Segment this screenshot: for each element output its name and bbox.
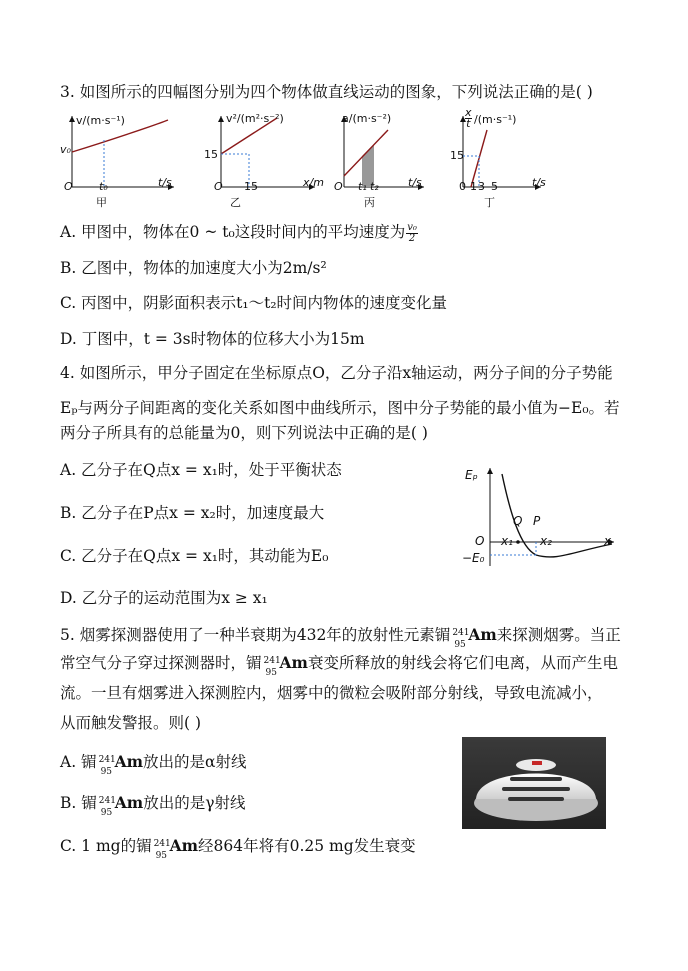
q4-stem-line3: 两分子所具有的总能量为0，则下列说法中正确的是( ) [60,424,428,442]
pe-xlabel: x [604,534,612,548]
q3-stem: 3. 如图所示的四幅图分别为四个物体做直线运动的图象，下列说法正确的是( ) [60,83,593,101]
q3-option-c: C. 丙图中，阴影面积表示t₁～t₂时间内物体的速度变化量 [60,294,448,312]
yi-xtick: 15 [244,180,258,193]
jia-t0: t₀ [99,180,108,193]
bing-t1: t₁ [358,180,367,193]
q4-option-a: A. 乙分子在Q点x = x₁时，处于平衡状态 [60,461,342,479]
q3-a-fraction: $\frac{\text{v₀}}{2}$ [407,221,417,244]
graph-bing [338,112,428,204]
pe-origin: O [475,534,485,548]
q4-stem-line1: 4. 如图所示，甲分子固定在坐标原点O，乙分子沿x轴运动，两分子间的分子势能 [60,364,613,382]
pe-Q: Q [513,514,523,528]
pe-x1: x₁ [501,534,513,548]
ding-x1: 1 [470,180,477,193]
bing-t2: t₂ [370,180,379,193]
q4-option-d: D. 乙分子的运动范围为x ≥ x₁ [60,589,268,607]
nuclide-am241: 241 95 [452,628,470,650]
jia-v0: v₀ [60,143,71,156]
q5-stem-line4: 从而触发警报。则( ) [60,714,202,732]
jia-caption: 甲 [96,196,107,209]
nuclide-am241: 241 95 [98,755,116,777]
yi-origin: O [214,180,223,193]
q3-option-d: D. 丁图中，t = 3s时物体的位移大小为15m [60,330,365,348]
pe-ylabel: Eₚ [465,468,478,482]
q5-option-c: C. 1 mg的镅 241 95 Am经864年将有0.25 mg发生衰变 [60,836,416,861]
ding-caption: 丁 [484,196,495,209]
q5-option-b: B. 镅 241 95 Am放出的是γ射线 [60,793,246,818]
q5-stem-line2: 常空气分子穿过探测器时，镅 241 95 Am衰变所释放的射线会将它们电离，从而产生电 [60,653,618,678]
q4-option-b: B. 乙分子在P点x = x₂时，加速度最大 [60,504,325,522]
nuclide-am241: 241 95 [153,839,171,861]
q4-stem-line2: Eₚ与两分子间距离的变化关系如图中曲线所示，图中分子势能的最小值为−E₀。若 [60,399,620,417]
jia-ylabel: v/(m·s⁻¹) [76,114,125,127]
pe-x2: x₂ [540,534,552,548]
yi-caption: 乙 [230,196,241,209]
smoke-detector-image [462,737,606,829]
q3-option-a: A. 甲图中，物体在0 ~ t₀这段时间内的平均速度为 $\frac{\text{v₀}}{2}$ [60,221,417,244]
bing-ylabel: a/(m·s⁻²) [342,112,392,125]
bing-origin: O [334,180,343,193]
ding-x3: 3 [478,180,485,193]
bing-xlabel: t/s [408,176,422,189]
nuclide-am241: 241 95 [98,796,116,818]
bing-caption: 丙 [364,196,375,209]
nuclide-am241: 241 95 [263,656,281,678]
pe-ymin: −E₀ [462,551,485,565]
ding-origin: 0 [459,180,466,193]
q5-option-a: A. 镅 241 95 Am放出的是α射线 [60,752,247,777]
yi-xlabel: x/m [303,176,324,189]
graph-potential-energy [462,462,622,574]
ding-x5: 5 [491,180,498,193]
ding-ylabel-frac: x t [465,106,472,130]
yi-ytick: 15 [204,148,218,161]
ding-ytick: 15 [450,149,464,162]
q5-stem-line1: 5. 烟雾探测器使用了一种半衰期为432年的放射性元素镅 241 95 Am来探测烟雾。当正 [60,625,621,650]
jia-origin: O [64,180,73,193]
q3-option-b: B. 乙图中，物体的加速度大小为2m/s² [60,259,327,277]
graph-yi [215,112,325,204]
pe-P: P [533,514,541,528]
q4-option-c: C. 乙分子在Q点x = x₁时，其动能为E₀ [60,547,329,565]
q5-stem-line3: 流。一旦有烟雾进入探测腔内，烟雾中的微粒会吸附部分射线，导致电流减小， [60,684,603,702]
ding-ylabel: /(m·s⁻¹) [474,113,517,126]
jia-xlabel: t/s [158,176,172,189]
ding-xlabel: t/s [532,176,546,189]
yi-ylabel: v²/(m²·s⁻²) [226,112,284,125]
